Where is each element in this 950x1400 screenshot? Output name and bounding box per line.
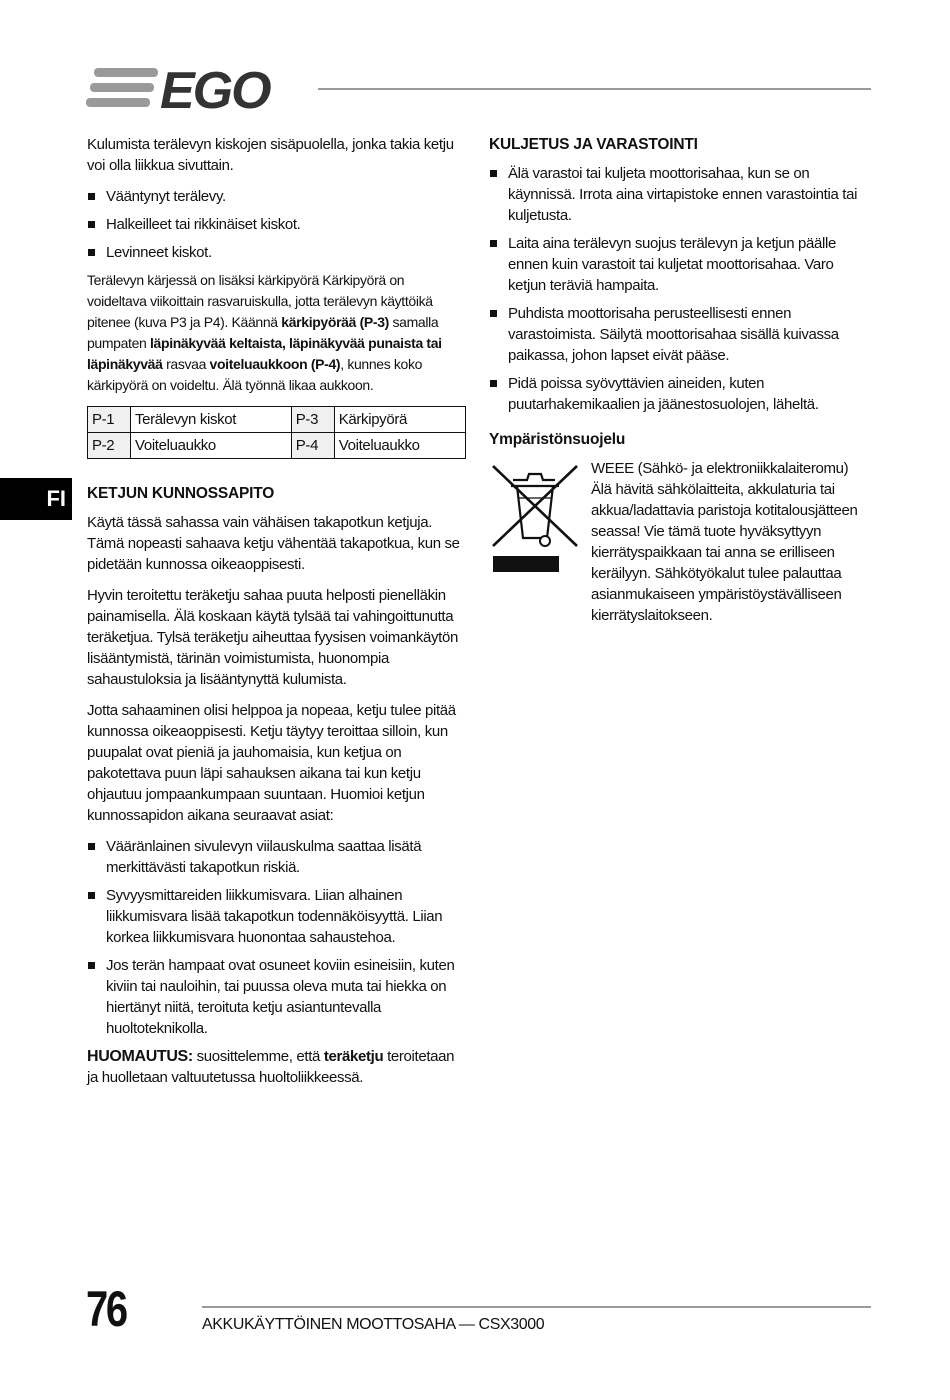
list-item: Vääntynyt terälevy. [87,186,467,207]
section-heading: KETJUN KUNNOSSAPITO [87,485,275,502]
bullet-icon [490,170,497,177]
section-heading: KULJETUS JA VARASTOINTI [489,136,698,153]
bullet-icon [88,843,95,850]
part-label: Terälevyn kiskot [131,407,292,433]
intro-paragraph: Kulumista terälevyn kiskojen sisäpuolella, jonka takia ketju voi olla liikkua sivuttain. [87,136,454,174]
list-item: Laita aina terälevyn suojus terälevyn ja ketjun päälle ennen kuin varastoit tai kuljetat moottorisahaa. Varo ketjun teräviä hampaita. [489,233,871,296]
part-code: P-3 [291,407,334,433]
table-row [88,433,466,459]
chain-list [87,836,467,1039]
part-label: Voiteluaukko [334,433,465,459]
transport-list [489,163,871,415]
language-tab: FI [0,478,72,520]
weee-text: WEEE (Sähkö- ja elektroniikkalaiteromu) Älä hävitä sähkölaitteita, akkulaturia tai akkua/ladattavia paristoja kotitalousjätteen seassa! Vie tämä tuote hyväksyttyyn kierrätyspaikkaan tai anna se erilliseen keräilyyn. Sähkötyökalut tulee palauttaa asianmukaiseen ympäristöystävälliseen kierrätyslaitokseen. [591,460,858,624]
bullet-icon [490,240,497,247]
left-column [87,134,467,459]
bullet-icon [88,249,95,256]
part-code: P-1 [88,407,131,433]
logo-text: EGO [160,64,270,112]
bullet-icon [490,380,497,387]
paragraph: Hyvin teroitettu teräketju sahaa puuta helposti pienelläkin painamisella. Älä koskaan käytä tylsää tai vahingoittunutta teräketjua. Tylsä teräketju aiheuttaa fyysisen voimankäytön lisääntymistä, tärinän voimistumista, huonompia sahaustuloksia ja lisääntynyttä kulumista. [87,587,458,688]
table-row [88,407,466,433]
part-code: P-4 [291,433,334,459]
footer-rule [202,1306,871,1308]
list-item: Puhdista moottorisaha perusteellisesti ennen varastoimista. Säilytä moottorisahaa sisällä kuivassa paikassa, johon lapset eivät pääse. [489,303,871,366]
header-rule [318,88,871,90]
list-item: Vääränlainen sivulevyn viilauskulma saattaa lisätä merkittävästi takapotkun riskiä. [87,836,467,878]
list-item: Levinneet kiskot. [87,242,467,263]
bullet-icon [88,892,95,899]
paragraph: Jotta sahaaminen olisi helppoa ja nopeaa, ketju tulee pitää kunnossa oikeaoppisesti. Ketju täytyy teroittaa silloin, kun puupalat ovat pieniä ja jauhomaisia, kun ketjua on pakotettava puun läpi sahauksen aikana tai kun ketju ohjautuu jompaankumpaan suuntaan. Huomioi ketjun kunnossapidon aikana seuraavat asiat: [87,702,456,824]
part-label: Voiteluaukko [131,433,292,459]
weee-block [489,458,871,626]
bar-wear-list [87,186,467,263]
list-item: Syvyysmittareiden liikkumisvara. Liian alhainen liikkumisvara lisää takapotkun todennäköisyyttä. Liian korkea liikkumisvara huonontaa sahaustehoa. [87,885,467,948]
note-paragraph: HUOMAUTUS: suosittelemme, että teräketju teroitetaan ja huolletaan valtuutetussa huoltoliikkeessä. [87,1048,455,1086]
parts-table [87,406,466,459]
list-item: Älä varastoi tai kuljeta moottorisahaa, kun se on käynnissä. Irrota aina virtapistoke ennen varastointia tai kuljetusta. [489,163,871,226]
list-item: Jos terän hampaat ovat osuneet koviin esineisiin, kuten kiviin tai nauloihin, tai puussa oleva muta tai hiekka on hiertänyt niitä, teroituta ketju asiantuntevalla huoltoteknikolla. [87,955,467,1039]
env-heading: Ympäristönsuojelu [489,431,626,448]
note-label: HUOMAUTUS: [87,1048,193,1065]
right-column [489,134,871,626]
weee-bin-icon [489,458,581,626]
ego-logo [86,64,298,117]
list-item: Pidä poissa syövyttävien aineiden, kuten puutarhakemikaalien ja jäänestosuolojen, läheltä. [489,373,871,415]
paragraph: Käytä tässä sahassa vain vähäisen takapotkun ketjuja. Tämä nopeasti sahaava ketju vähentää takapotkua, kun se pidetään kunnossa oikeaoppisesti. [87,514,460,573]
bullet-icon [490,310,497,317]
part-label: Kärkipyörä [334,407,465,433]
bullet-icon [88,221,95,228]
chain-maintenance-section [87,483,467,1098]
bullet-icon [88,193,95,200]
list-item: Halkeilleet tai rikkinäiset kiskot. [87,214,467,235]
sprocket-paragraph: Terälevyn kärjessä on lisäksi kärkipyörä Kärkipyörä on voideltava viikoittain rasvaruiskulla, jotta terälevyn käyttöikä pitenee (kuva P3 ja P4). Käännä kärkipyörää (P-3) samalla pumpaten läpinäkyvää keltaista, läpinäkyvää punaista tai läpinäkyvää rasvaa voiteluaukkoon (P-4), kunnes koko kärkipyörä on voideltu. Älä työnnä likaa aukkoon. [87,272,442,393]
bullet-icon [88,962,95,969]
part-code: P-2 [88,433,131,459]
page-number: 76 [86,1281,126,1337]
footer-title: AKKUKÄYTTÖINEN MOOTTOSAHA — CSX3000 [202,1316,545,1333]
